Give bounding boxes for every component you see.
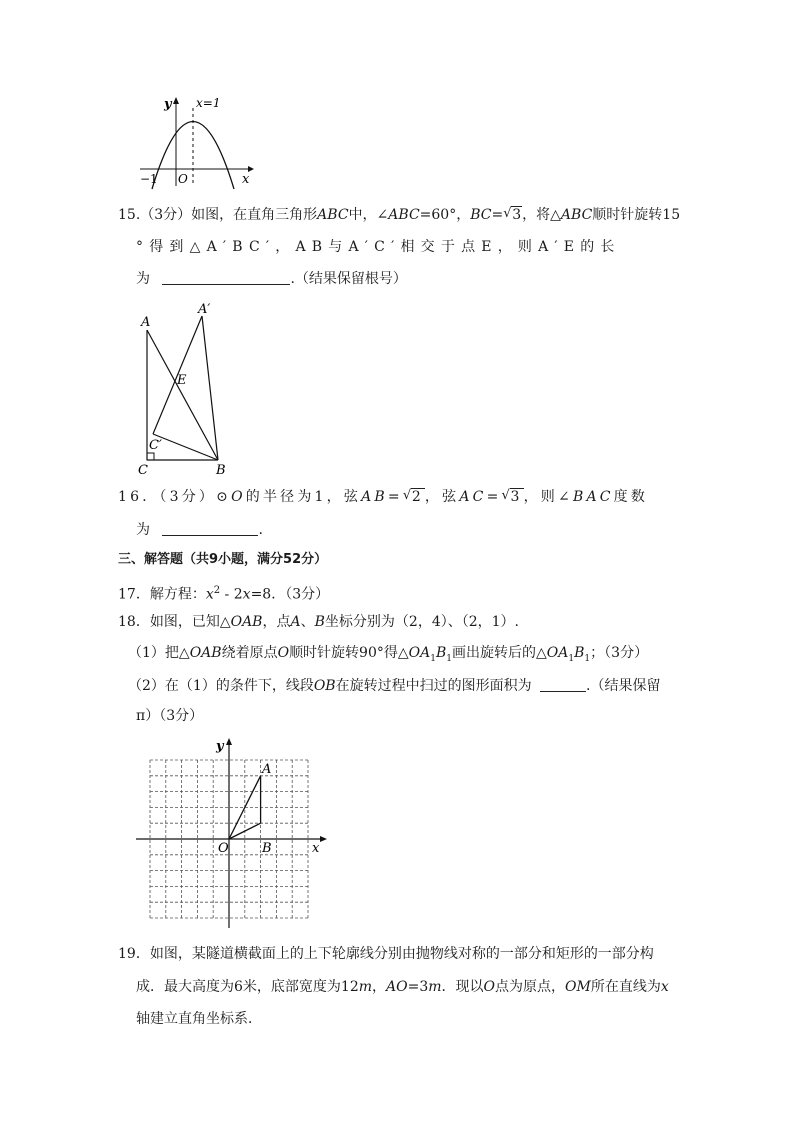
q15-text-g: 为 xyxy=(136,271,150,287)
section-3-heading xyxy=(118,551,327,569)
grid-origin-label: O xyxy=(218,841,229,856)
q15-text-d: ，将△ xyxy=(522,207,561,223)
q16-text-e: 度数 xyxy=(613,489,649,505)
x-axis-arrow-icon xyxy=(320,836,327,842)
segment-A1B xyxy=(202,316,218,460)
q19-text-d: =3 xyxy=(407,979,429,995)
q15-text-c: =60°， xyxy=(419,207,471,223)
q19-text-b: 成．最大高度为6米，底部宽度为12 xyxy=(136,979,359,995)
label-C-prime: C′ xyxy=(149,438,162,453)
q16-ac: AC xyxy=(459,489,487,505)
q16-eq-1: = xyxy=(387,489,403,505)
q18-a: A xyxy=(290,614,301,630)
q16-text-d: ，则∠ xyxy=(523,489,573,505)
q15-text-b: 中，∠ xyxy=(348,207,389,223)
coordinate-grid-figure xyxy=(136,736,332,932)
q18-answer-blank[interactable] xyxy=(540,677,586,692)
parabola-curve xyxy=(152,122,234,190)
q19-text-f: 点为原点， xyxy=(495,979,566,995)
q19-m-1: m xyxy=(358,979,373,995)
q18-part-2-cont xyxy=(136,707,203,725)
q18-p1-b1: B xyxy=(435,645,447,661)
q18-p1-d: 画出旋转后的△ xyxy=(452,645,547,661)
q19-line-3 xyxy=(136,1010,262,1028)
q18-b: B xyxy=(314,614,325,630)
q16-sqrt-2: √ 2 xyxy=(402,488,424,505)
q19-text-h: 轴建立直角坐标系． xyxy=(136,1011,262,1027)
q18-sub-1: 1 xyxy=(430,653,436,664)
q15-answer-blank[interactable] xyxy=(162,270,290,285)
q15-text-a: 15.（3分）如图，在直角三角形 xyxy=(118,207,318,223)
q15-abc-2: ABC xyxy=(388,207,420,223)
q16-answer-blank[interactable] xyxy=(162,521,258,536)
q18-part-2 xyxy=(128,677,661,695)
q15-sqrt-value: 3 xyxy=(512,207,522,223)
q15-bc: BC xyxy=(470,207,492,223)
q18-p1-c: 顺时针旋转90°得△ xyxy=(289,645,409,661)
q16-bac: BAC xyxy=(572,489,614,505)
q18-oab: OAB xyxy=(230,614,263,630)
parabola-graph xyxy=(136,94,256,190)
q15-abc: ABC xyxy=(317,207,349,223)
q17-x: x xyxy=(205,586,214,603)
q18-p1-o: O xyxy=(277,645,290,661)
segment-C1B xyxy=(153,434,218,460)
q18-line-1 xyxy=(118,613,519,631)
q15-text-h: .（结果保留根号） xyxy=(290,271,407,287)
q18-p1-a: （1）把△ xyxy=(128,645,190,661)
y-axis-label: y xyxy=(164,97,172,112)
q18-part-1 xyxy=(128,644,648,668)
q19-o: O xyxy=(483,979,496,995)
q18-p1-e: ；（3分） xyxy=(590,645,649,661)
q19-om: OM xyxy=(565,979,591,995)
q16-eq-2: = xyxy=(486,489,502,505)
q16-ab: AB xyxy=(361,489,388,505)
q16-text-g: . xyxy=(258,522,263,538)
neg-one-label: −1 xyxy=(140,172,158,186)
q18-p2-a: （2）在（1）的条件下，线段 xyxy=(128,678,314,694)
q18-sep: 、 xyxy=(300,614,315,630)
q16-sqrt-2-value: 2 xyxy=(411,489,424,505)
q16-line-2 xyxy=(136,521,263,539)
q18-p1-oa: OA xyxy=(408,645,431,661)
grid-y-label: y xyxy=(216,739,224,754)
triangle-figure xyxy=(132,298,244,480)
grid-A-label: A xyxy=(262,762,272,777)
q18-p2-ob: OB xyxy=(313,678,336,694)
y-axis-arrow-icon xyxy=(173,97,179,104)
q18-text-c: 坐标分别为（2，4）、（2，1）. xyxy=(324,614,519,630)
q16-text-c: ，弦 xyxy=(424,489,460,505)
q16-text-b: 的半径为1，弦 xyxy=(245,489,362,505)
label-B: B xyxy=(216,463,226,478)
q15-line-2 xyxy=(136,238,621,256)
q16-o: O xyxy=(231,489,246,505)
q15-eq: = xyxy=(491,207,504,223)
q15-abc-3: ABC xyxy=(560,207,593,223)
q19-text-a: 19．如图，某隧道横截面上的上下轮廓线分别由抛物线对称的一部分和矩形的一部分构 xyxy=(118,946,654,962)
q16-sqrt-3: √ 3 xyxy=(501,488,523,505)
q16-line-1 xyxy=(118,488,648,506)
q16-sqrt-3-value: 3 xyxy=(510,489,523,505)
q18-p2-line2: π）（3分） xyxy=(136,708,204,724)
grid-x-label: x xyxy=(312,841,320,856)
q18-sub-2: 1 xyxy=(446,653,453,664)
q17-line xyxy=(118,582,329,604)
section-3-title: 三、解答题（共9小题，满分52分） xyxy=(118,552,328,567)
label-A: A xyxy=(141,315,151,330)
q17-exp: 2 xyxy=(213,585,221,596)
q18-p1-b1-2: B xyxy=(574,645,585,661)
q15-line-3 xyxy=(136,270,407,288)
q18-p2-b: 在旋转过程中扫过的图形面积为 xyxy=(335,678,532,694)
q18-sub-3: 1 xyxy=(568,653,575,664)
right-angle-mark xyxy=(147,453,154,460)
q15-text-f: °得到△A′BC′，AB与A′C′相交于点E，则A′E的长 xyxy=(136,239,621,255)
q15-line-1 xyxy=(118,206,680,224)
symmetry-axis-label: x=1 xyxy=(196,96,221,110)
x-axis-label: x xyxy=(242,172,250,187)
q18-sub-4: 1 xyxy=(584,653,591,664)
q16-text-a: 16．（3分）⊙ xyxy=(118,489,232,505)
label-E: E xyxy=(177,373,187,388)
q19-text-e: ．现以 xyxy=(441,979,484,995)
q19-text-g: 所在直线为 xyxy=(590,979,661,995)
q17-x-2: x xyxy=(242,586,251,603)
q18-p1-oa-2: OA xyxy=(546,645,569,661)
q19-line-2 xyxy=(136,978,669,996)
q18-p2-c: .（结果保留 xyxy=(586,678,661,694)
q17-text-b: - 2 xyxy=(220,586,243,603)
q18-text-b: ，点 xyxy=(262,614,291,630)
q18-p1-b: 绕着原点 xyxy=(221,645,278,661)
q18-p1-oab: OAB xyxy=(189,645,222,661)
origin-label: O xyxy=(178,172,188,186)
q16-text-f: 为 xyxy=(136,522,150,538)
y-axis-arrow-icon xyxy=(226,738,232,745)
q19-text-c: ， xyxy=(372,979,387,995)
q17-text-c: =8．（3分） xyxy=(250,586,330,603)
q19-ao: AO xyxy=(386,979,408,995)
q15-text-e: 顺时针旋转15 xyxy=(592,207,681,223)
label-A-prime: A′ xyxy=(198,302,211,317)
q18-text-a: 18．如图，已知△ xyxy=(118,614,231,630)
q15-sqrt: √ 3 xyxy=(503,206,522,223)
q19-m-2: m xyxy=(428,979,442,995)
q19-x: x xyxy=(660,979,669,995)
q17-text-a: 17．解方程： xyxy=(118,586,206,603)
label-C: C xyxy=(138,463,148,478)
grid-B-label: B xyxy=(262,841,272,856)
q19-line-1 xyxy=(118,945,654,963)
